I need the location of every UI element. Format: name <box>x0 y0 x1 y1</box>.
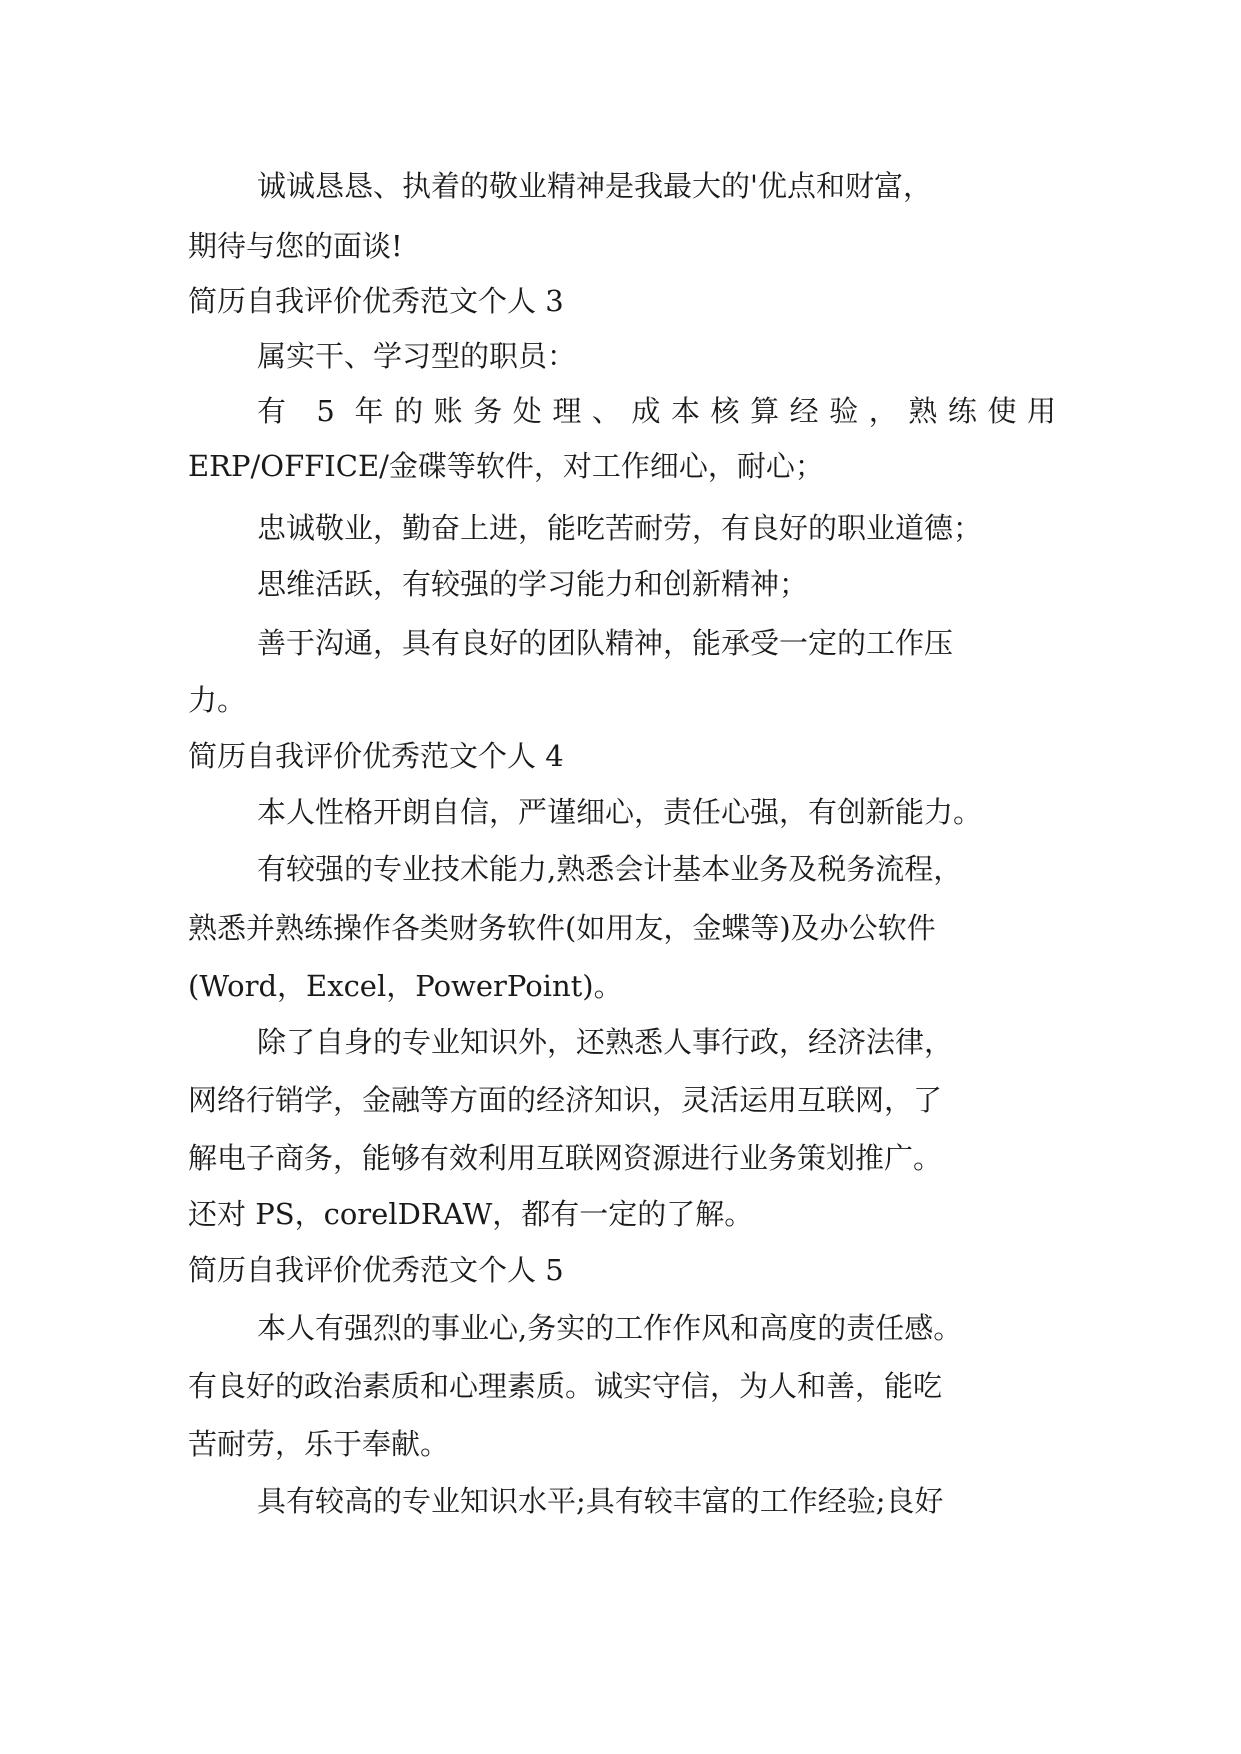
paragraph-line: 忠诚敬业，勤奋上进，能吃苦耐劳，有良好的职业道德； <box>257 511 983 545</box>
paragraph-line: 诚诚恳恳、执着的敬业精神是我最大的'优点和财富， <box>257 169 932 203</box>
paragraph-line: 有 5 年的账务处理、成本核算经验，熟练使用 <box>257 394 1056 428</box>
paragraph-line: 有良好的政治素质和心理素质。诚实守信，为人和善，能吃 <box>188 1369 943 1403</box>
paragraph-line: 熟悉并熟练操作各类财务软件(如用友，金蝶等)及办公软件 <box>188 911 936 945</box>
paragraph-line: 思维活跃，有较强的学习能力和创新精神； <box>257 567 809 601</box>
paragraph-line: 力。 <box>188 683 247 717</box>
paragraph-line: 解电子商务，能够有效利用互联网资源进行业务策划推广。 <box>188 1141 943 1175</box>
paragraph-line: 属实干、学习型的职员： <box>257 339 577 373</box>
paragraph-line: 苦耐劳，乐于奉献。 <box>188 1427 450 1461</box>
paragraph-line: 本人有强烈的事业心,务实的工作作风和高度的责任感。 <box>257 1311 963 1345</box>
paragraph-line: 本人性格开朗自信，严谨细心，责任心强，有创新能力。 <box>257 795 983 829</box>
paragraph-line: (Word，Excel，PowerPoint)。 <box>188 969 623 1003</box>
section-heading: 简历自我评价优秀范文个人 5 <box>188 1253 564 1287</box>
paragraph-line: 有较强的专业技术能力,熟悉会计基本业务及税务流程， <box>257 852 963 886</box>
paragraph-line: ERP/OFFICE/金碟等软件，对工作细心，耐心； <box>188 449 824 483</box>
paragraph-line: 善于沟通，具有良好的团队精神，能承受一定的工作压 <box>257 626 954 660</box>
section-heading: 简历自我评价优秀范文个人 4 <box>188 739 564 773</box>
paragraph-line: 具有较高的专业知识水平;具有较丰富的工作经验;良好 <box>257 1484 944 1518</box>
paragraph-line: 网络行销学，金融等方面的经济知识，灵活运用互联网，了 <box>188 1083 943 1117</box>
paragraph-line: 还对 PS，corelDRAW，都有一定的了解。 <box>188 1197 754 1231</box>
paragraph-line: 除了自身的专业知识外，还熟悉人事行政，经济法律， <box>257 1025 954 1059</box>
paragraph-line: 期待与您的面谈! <box>188 229 403 263</box>
section-heading: 简历自我评价优秀范文个人 3 <box>188 284 564 318</box>
